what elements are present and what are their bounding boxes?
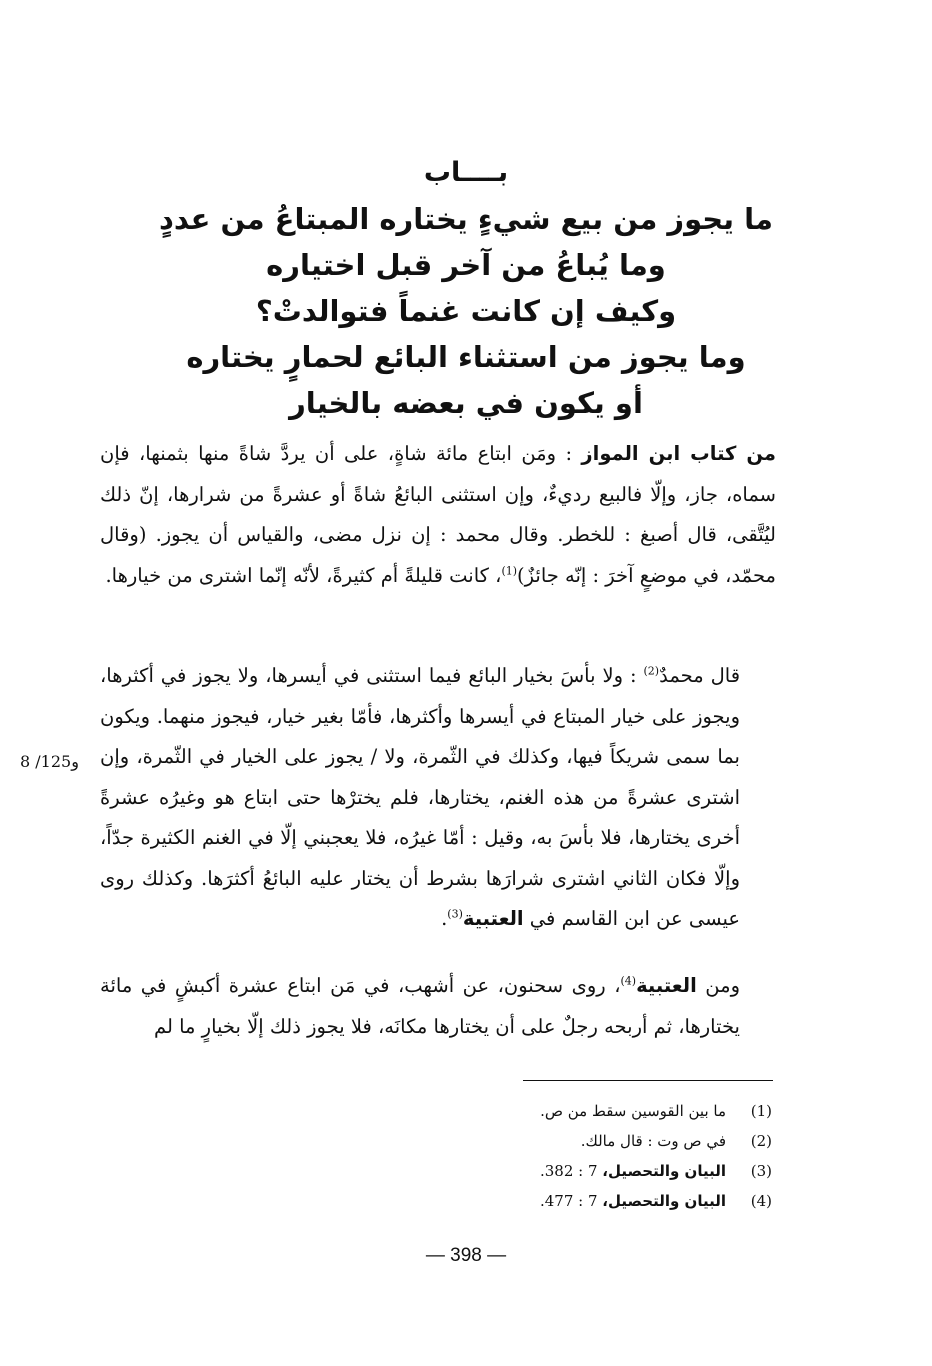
paragraph-2-text-b: : ولا بأسَ بخيار البائع فيما استثنى في أيسرها، ولا يجوز في أكثرها، ويجوز على خيار المبتاع في أيسرها وأكثرها، فأمّا بغير خيار، فيجوز منهما. ويكون بما سمى شريكاً فيها، وكذلك في الثّمرة، ولا / يجوز على الخيار في الثّمرة، وإن اشترى عشرةً من هذه الغنم، يختارها، فلم يخترْها حتى ابتاع هو وغيرُه عشرةً أخرى يختارها، فلا بأسَ به، وقيل : أمّا غيرُه، فلا يعجبني إلّا في الغنم الكثيرة جدّاً، وإلّا فكان الثاني اشترى شرارَها بشرط أن يختار عليه البائعُ أكثرَها. وكذلك روى عيسى عن ابن القاسم في bbox=[100, 664, 740, 930]
paragraph-3 bbox=[100, 966, 776, 1047]
chapter-title-line-1: ما يجوز من بيع شيءٍ يختاره المبتاعُ من عددٍ bbox=[158, 202, 774, 236]
footnote-number: (4) bbox=[750, 1192, 772, 1210]
footnote-text: 7 : 477. bbox=[539, 1192, 603, 1210]
manuscript-folio-note: 8 /125و bbox=[20, 752, 79, 771]
footnote-separator bbox=[523, 1080, 773, 1081]
footnote-ref-3[interactable]: (3) bbox=[447, 907, 463, 921]
footnote-ref-2[interactable]: (2) bbox=[643, 664, 660, 678]
chapter-title-line-5: أو يكون في بعضه بالخيار bbox=[289, 386, 643, 420]
chapter-label: بــــاب bbox=[423, 157, 509, 188]
source-lead: من كتاب ابن المواز bbox=[581, 442, 776, 465]
source-name-utbiyya-2: العتبية bbox=[636, 974, 697, 997]
footnote-text: 7 : 382. bbox=[539, 1162, 603, 1180]
footnote-3 bbox=[372, 1156, 772, 1186]
paragraph-1 bbox=[100, 434, 776, 596]
footnote-ref-4[interactable]: (4) bbox=[620, 974, 637, 988]
paragraph-2-text-c: . bbox=[441, 907, 448, 930]
paragraph-2 bbox=[100, 656, 776, 940]
chapter-title-line-2: وما يُباعُ من آخر قبل اختياره bbox=[266, 248, 666, 282]
footnote-ref-1[interactable]: (1) bbox=[501, 564, 518, 577]
footnote-number: (1) bbox=[750, 1102, 772, 1120]
footnote-text: في ص وت : قال مالك. bbox=[580, 1132, 726, 1150]
paragraph-3-text-a: ومن bbox=[696, 974, 740, 997]
paragraph-1-text-b: ، كانت قليلةً أم كثيرةً، لأنّه إنّما اشترى من خيارها. bbox=[105, 563, 502, 587]
paragraph-1-text-a: : ومَن ابتاع مائة شاةٍ، على أن يردَّ شاةً منها بثمنها، فإن سماه، جاز، وإلّا فالبيع رديءٌ، وإن استثنى البائعُ شاةً أو عشرةً من شرارها، إنّ ذلك ليُتَّقى، قال أصبغ : للخطر. وقال محمد : إن نزل مضى، والقياس أن يجوز. (وقال محمّد، في موضعٍ آخرَ : إنّه جائزٌ) bbox=[100, 442, 776, 587]
chapter-title-line-4: وما يجوز من استثناء البائع لحمارٍ يختاره bbox=[186, 340, 746, 374]
footnote-number: (2) bbox=[750, 1132, 772, 1150]
chapter-title-line-3: وكيف إن كانت غنماً فتوالدتْ؟ bbox=[255, 294, 677, 328]
chapter-heading bbox=[100, 150, 832, 426]
footnote-4 bbox=[372, 1186, 772, 1216]
paragraph-2-text-a: قال محمدٌ bbox=[659, 664, 741, 687]
footnote-1 bbox=[372, 1096, 772, 1126]
footnotes bbox=[372, 1096, 772, 1216]
source-name-utbiyya: العتبية bbox=[462, 907, 524, 930]
footnote-source: البيان والتحصيل، bbox=[602, 1192, 726, 1210]
footnote-number: (3) bbox=[750, 1162, 772, 1180]
page-number: — 398 — bbox=[425, 1245, 507, 1266]
footnote-2 bbox=[372, 1126, 772, 1156]
paragraph-3-text-b: ، روى سحنون، عن أشهب، في مَن ابتاع عشرة أكبشٍ في مائة يختارها، ثم أربحه رجلٌ على أن يختارها مكانَه، فلا يجوز ذلك إلّا بخيارٍ ما لم bbox=[100, 974, 740, 1038]
footnote-text: ما بين القوسين سقط من ص. bbox=[540, 1102, 726, 1120]
footnote-source: البيان والتحصيل، bbox=[602, 1162, 726, 1180]
